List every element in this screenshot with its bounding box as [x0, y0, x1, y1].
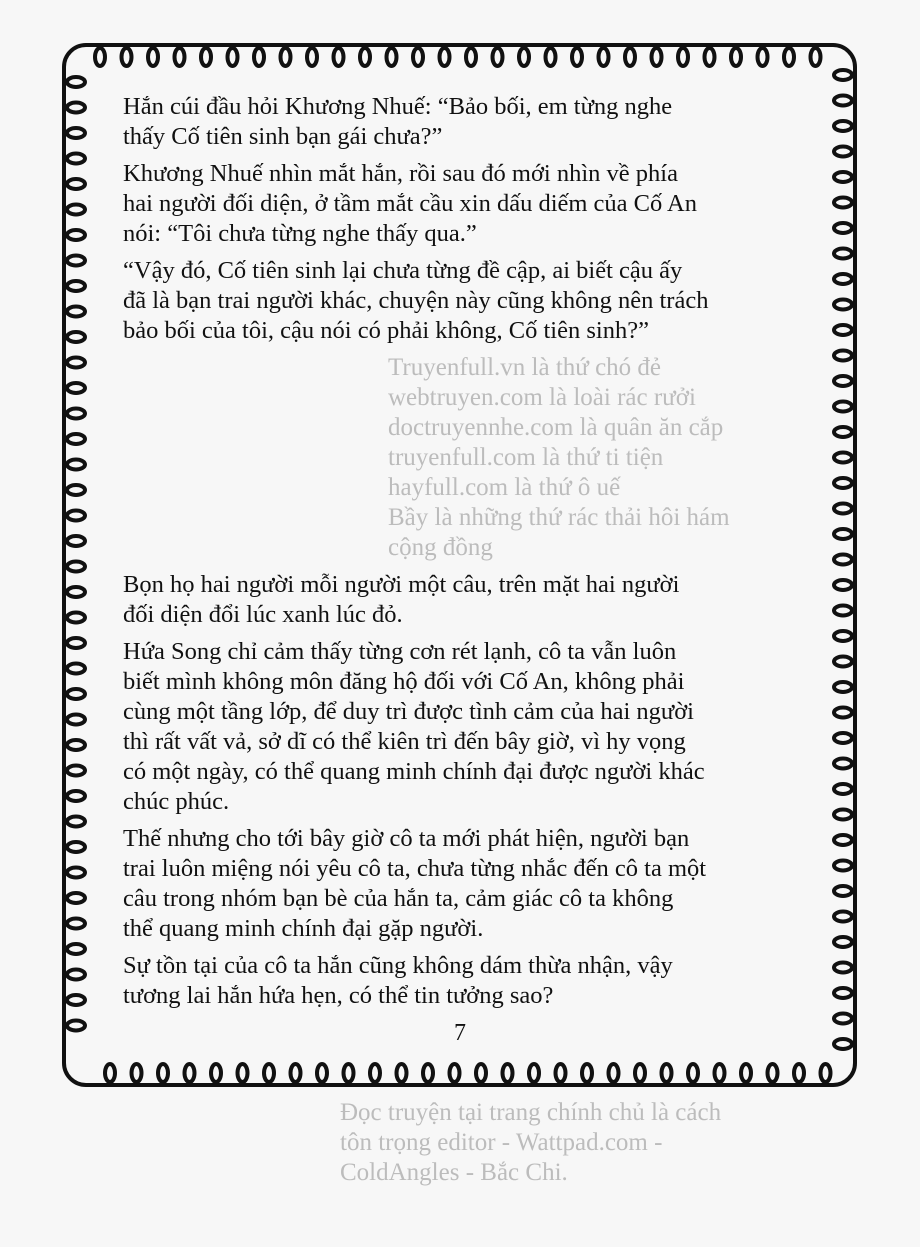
border-loop [834, 427, 852, 437]
border-loop [67, 154, 85, 164]
border-loop [834, 835, 852, 845]
border-loop [834, 886, 852, 896]
border-loop [67, 281, 85, 291]
watermark-line: doctruyennhe.com là quân ăn cắp [388, 414, 724, 441]
border-loop [625, 48, 635, 66]
border-loop [834, 121, 852, 131]
paragraph-line: “Vậy đó, Cố tiên sinh lại chưa từng đề cập, ai biết cậu ấy [123, 257, 683, 284]
border-loop [652, 48, 662, 66]
watermark-line: tôn trọng editor - Wattpad.com - [340, 1129, 663, 1156]
border-loop [67, 638, 85, 648]
border-loop [741, 1064, 751, 1082]
border-loop [148, 48, 158, 66]
watermark-line: ColdAngles - Bắc Chi. [340, 1159, 568, 1186]
border-loop [67, 460, 85, 470]
paragraph-line: câu trong nhóm bạn bè của hắn ta, cảm giác cô ta không [123, 885, 674, 912]
border-loop [254, 48, 264, 66]
border-loop [281, 48, 291, 66]
border-loop [599, 48, 609, 66]
watermark-line: truyenfull.com là thứ ti tiện [388, 444, 664, 471]
border-loop [834, 325, 852, 335]
border-loop [834, 631, 852, 641]
border-loop [556, 1064, 566, 1082]
paragraph-line: cùng một tầng lớp, để duy trì được tình cảm của hai người [123, 698, 694, 725]
border-loop [67, 944, 85, 954]
border-loop [67, 715, 85, 725]
border-loop [67, 536, 85, 546]
border-loop [67, 485, 85, 495]
border-loop [334, 48, 344, 66]
paragraph-line: bảo bối của tôi, cậu nói có phải không, Cố tiên sinh?” [123, 317, 649, 344]
border-loop [67, 409, 85, 419]
border-loop [834, 453, 852, 463]
border-loop [67, 230, 85, 240]
border-loop [67, 103, 85, 113]
border-loop [834, 478, 852, 488]
border-loop [834, 580, 852, 590]
border-loop [834, 274, 852, 284]
border-loop [105, 1064, 115, 1082]
border-loop [834, 708, 852, 718]
border-loop [67, 842, 85, 852]
border-loop [201, 48, 211, 66]
border-loop [67, 817, 85, 827]
border-loop [67, 434, 85, 444]
border-loop [67, 664, 85, 674]
watermark [388, 353, 823, 563]
border-loop [397, 1064, 407, 1082]
watermark-line: Bầy là những thứ rác thải hôi hám [388, 504, 730, 531]
paragraph-line: nói: “Tôi chưa từng nghe thấy qua.” [123, 220, 477, 247]
border-loop [688, 1064, 698, 1082]
border-loop [476, 1064, 486, 1082]
border-loop [370, 1064, 380, 1082]
border-loop [821, 1064, 831, 1082]
paragraph [123, 92, 823, 152]
border-loop [731, 48, 741, 66]
paragraph [123, 824, 823, 944]
border-loop [572, 48, 582, 66]
border-loop [834, 784, 852, 794]
border-loop [834, 376, 852, 386]
border-loop [67, 613, 85, 623]
border-loop [466, 48, 476, 66]
paragraph-line: Bọn họ hai người mỗi người một câu, trên mặt hai người [123, 571, 680, 598]
border-loop [678, 48, 688, 66]
border-loop [158, 1064, 168, 1082]
paragraph [123, 637, 823, 817]
border-loop [834, 198, 852, 208]
paragraph-line: thể quang minh chính đại gặp người. [123, 915, 484, 942]
page-number: 7 [454, 1020, 466, 1046]
border-loop [834, 963, 852, 973]
paragraph-line: có một ngày, có thể quang minh chính đại được người khác [123, 758, 705, 785]
border-loop [67, 740, 85, 750]
paragraph-line: thì rất vất vả, sở dĩ có thể kiên trì đến bây giờ, vì hy vọng [123, 728, 686, 755]
border-loop [662, 1064, 672, 1082]
border-loop [834, 988, 852, 998]
border-loop [360, 48, 370, 66]
border-loop [834, 70, 852, 80]
border-loop [834, 300, 852, 310]
paragraph [123, 159, 823, 249]
watermark-line: hayfull.com là thứ ô uế [388, 474, 621, 501]
paragraph [123, 256, 823, 346]
border-loop [67, 205, 85, 215]
border-loop [67, 893, 85, 903]
border-loop [834, 861, 852, 871]
border-loop [768, 1064, 778, 1082]
watermark-bottom [340, 1098, 721, 1188]
border-loop [95, 48, 105, 66]
paragraph-line: đã là bạn trai người khác, chuyện này cũng không nên trách [123, 287, 709, 314]
border-loop [67, 358, 85, 368]
border-loop [784, 48, 794, 66]
paragraph-line: thấy Cố tiên sinh bạn gái chưa?” [123, 123, 443, 150]
border-loop [67, 77, 85, 87]
border-loop [834, 555, 852, 565]
border-loop [834, 733, 852, 743]
paragraph [123, 570, 823, 630]
page-body [123, 92, 823, 1048]
border-loop [291, 1064, 301, 1082]
border-loop [519, 48, 529, 66]
border-loop [834, 223, 852, 233]
border-loop [67, 919, 85, 929]
border-loop [423, 1064, 433, 1082]
border-loop [834, 937, 852, 947]
border-loop [834, 96, 852, 106]
border-loop [715, 1064, 725, 1082]
border-loop [67, 332, 85, 342]
paragraph-line: chúc phúc. [123, 788, 230, 815]
border-loop [834, 249, 852, 259]
border-loop [67, 562, 85, 572]
border-loop [834, 504, 852, 514]
border-loop [67, 689, 85, 699]
border-loop [834, 682, 852, 692]
border-loop [834, 172, 852, 182]
border-loop [493, 48, 503, 66]
border-loop [67, 995, 85, 1005]
border-loop [67, 791, 85, 801]
border-loop [264, 1064, 274, 1082]
paragraph-line: hai người đối diện, ở tầm mắt cầu xin dấu diếm của Cố An [123, 190, 697, 217]
border-loop [67, 587, 85, 597]
border-loop [834, 759, 852, 769]
border-loop [834, 351, 852, 361]
border-loop [307, 48, 317, 66]
border-loop [529, 1064, 539, 1082]
border-loop [794, 1064, 804, 1082]
border-loop [67, 868, 85, 878]
watermark-line: cộng đồng [388, 534, 493, 561]
border-loop [67, 383, 85, 393]
border-loop [834, 810, 852, 820]
border-loop [413, 48, 423, 66]
border-loop [67, 511, 85, 521]
border-loop [834, 657, 852, 667]
border-loop [67, 128, 85, 138]
paragraph [123, 951, 823, 1011]
border-loop [834, 912, 852, 922]
border-loop [834, 147, 852, 157]
paragraph-line: đối diện đổi lúc xanh lúc đỏ. [123, 601, 403, 628]
paragraph-line: Hứa Song chỉ cảm thấy từng cơn rét lạnh, cô ta vẫn luôn [123, 638, 677, 665]
border-loop [211, 1064, 221, 1082]
watermark-line: Đọc truyện tại trang chính chủ là cách [340, 1099, 722, 1126]
paragraph-line: trai luôn miệng nói yêu cô ta, chưa từng nhắc đến cô ta một [123, 855, 707, 882]
paragraph-line: Sự tồn tại của cô ta hắn cũng không dám thừa nhận, vậy [123, 952, 673, 979]
border-loop [450, 1064, 460, 1082]
border-loop [582, 1064, 592, 1082]
paragraph-line: Thế nhưng cho tới bây giờ cô ta mới phát hiện, người bạn [123, 825, 690, 852]
border-loop [132, 1064, 142, 1082]
border-loop [67, 179, 85, 189]
paragraph-line: Khương Nhuế nhìn mắt hắn, rồi sau đó mới nhìn về phía [123, 160, 678, 187]
border-loop [387, 48, 397, 66]
paragraph-line: Hắn cúi đầu hỏi Khương Nhuế: “Bảo bối, em từng nghe [123, 93, 673, 120]
watermark-line: webtruyen.com là loài rác rưởi [388, 384, 696, 411]
border-loop [758, 48, 768, 66]
border-loop [67, 307, 85, 317]
border-loop [609, 1064, 619, 1082]
border-loop [67, 256, 85, 266]
border-loop [834, 402, 852, 412]
border-loop [185, 1064, 195, 1082]
paragraph-line: tương lai hắn hứa hẹn, có thể tin tưởng sao? [123, 982, 554, 1009]
border-loop [546, 48, 556, 66]
border-loop [440, 48, 450, 66]
border-loop [238, 1064, 248, 1082]
border-loop [635, 1064, 645, 1082]
border-loop [503, 1064, 513, 1082]
border-loop [811, 48, 821, 66]
border-loop [122, 48, 132, 66]
border-loop [175, 48, 185, 66]
border-loop [67, 766, 85, 776]
border-loop [834, 606, 852, 616]
paragraph-line: biết mình không môn đăng hộ đối với Cố An, không phải [123, 668, 685, 695]
border-loop [705, 48, 715, 66]
border-loop [317, 1064, 327, 1082]
border-loop [67, 970, 85, 980]
border-loop [834, 529, 852, 539]
watermark-line: Truyenfull.vn là thứ chó đẻ [388, 354, 662, 381]
border-loop [344, 1064, 354, 1082]
border-loop [228, 48, 238, 66]
